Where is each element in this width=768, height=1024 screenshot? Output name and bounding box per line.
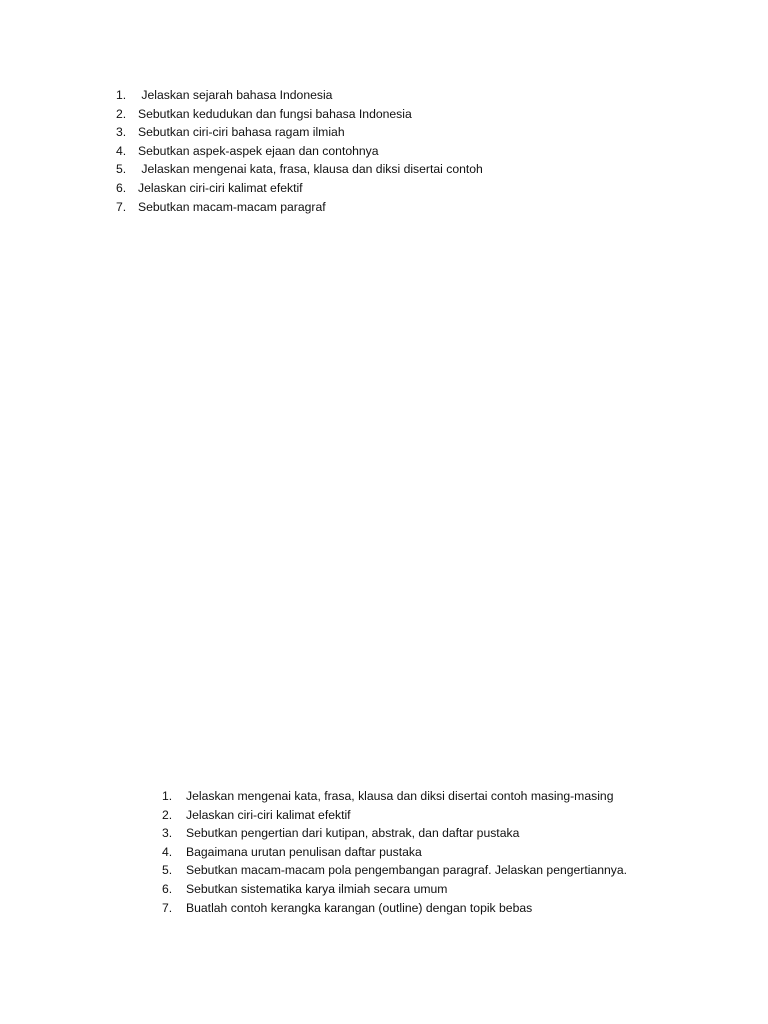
item-text: Sebutkan pengertian dari kutipan, abstrak, dan daftar pustaka — [186, 826, 520, 841]
item-text: Sebutkan kedudukan dan fungsi bahasa Indonesia — [138, 106, 412, 121]
item-number: 7. — [116, 199, 127, 214]
item-text: Jelaskan mengenai kata, frasa, klausa dan diksi disertai contoh masing-masing — [186, 789, 614, 803]
item-text: Sebutkan macam-macam pola pengembangan paragraf. Jelaskan pengertiannya. — [186, 863, 628, 878]
item-number: 5. — [116, 162, 127, 177]
item-text: Sebutkan macam-macam paragraf — [138, 199, 326, 214]
item-number: 5. — [162, 863, 173, 878]
item-number: 7. — [162, 900, 173, 915]
item-text: Jelaskan ciri-ciri kalimat efektif — [138, 180, 303, 195]
question-list-top — [116, 86, 483, 216]
item-number: 6. — [116, 180, 127, 195]
item-text: Buatlah contoh kerangka karangan (outline) dengan topik bebas — [186, 900, 533, 915]
item-number: 4. — [162, 844, 173, 859]
item-number: 4. — [116, 143, 127, 158]
list-item — [162, 787, 627, 806]
list-item — [116, 105, 483, 124]
item-number: 3. — [116, 125, 127, 140]
question-list-bottom — [162, 787, 627, 917]
list-item — [116, 198, 483, 217]
list-item — [116, 160, 483, 179]
item-text: Sebutkan aspek-aspek ejaan dan contohnya — [138, 143, 379, 158]
item-number: 3. — [162, 826, 173, 841]
item-number: 1. — [116, 88, 127, 102]
item-text: Jelaskan ciri-ciri kalimat efektif — [186, 807, 351, 822]
item-text: Sebutkan sistematika karya ilmiah secara umum — [186, 881, 448, 896]
list-item — [162, 861, 627, 880]
item-text: Jelaskan mengenai kata, frasa, klausa dan diksi disertai contoh — [138, 162, 483, 177]
item-number: 6. — [162, 881, 173, 896]
list-item — [162, 899, 627, 918]
list-item — [162, 806, 627, 825]
item-text: Sebutkan ciri-ciri bahasa ragam ilmiah — [138, 125, 345, 140]
list-item — [162, 843, 627, 862]
item-text: Bagaimana urutan penulisan daftar pustaka — [186, 844, 422, 859]
list-item — [116, 179, 483, 198]
item-text: Jelaskan sejarah bahasa Indonesia — [138, 88, 333, 102]
list-item — [116, 123, 483, 142]
list-item — [162, 880, 627, 899]
item-number: 2. — [162, 807, 173, 822]
item-number: 1. — [162, 789, 173, 803]
list-item — [116, 86, 483, 105]
item-number: 2. — [116, 106, 127, 121]
list-item — [162, 824, 627, 843]
list-item — [116, 142, 483, 161]
